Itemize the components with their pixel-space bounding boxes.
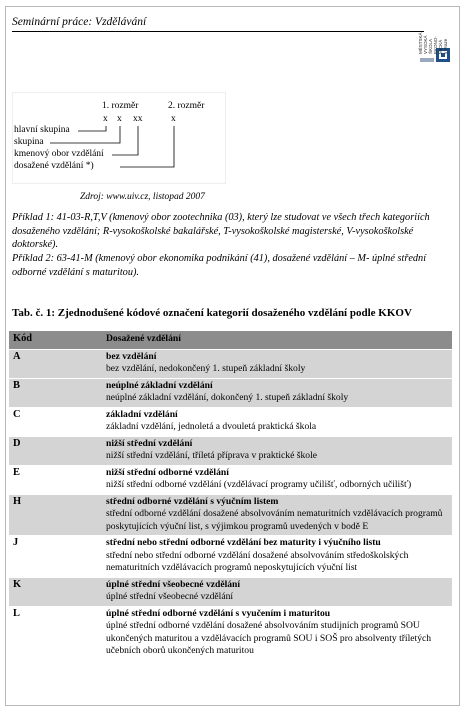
row-level-name: nižší střední vzdělání: [106, 437, 193, 449]
row-content: [102, 606, 452, 660]
header-education: Dosažené vzdělání: [102, 331, 452, 349]
label-achieved-education: dosažené vzdělání *): [14, 161, 94, 171]
row-description: nižší střední vzdělání, tříletá příprava v praktické škole: [106, 450, 317, 461]
row-level-name: neúplné základní vzdělání: [106, 379, 213, 391]
row-content: [102, 407, 452, 436]
pattern-xx: xx: [133, 114, 143, 124]
table-row: [9, 465, 452, 494]
pattern-x3: x: [171, 114, 176, 124]
logo-line: MICKÁ: [438, 39, 443, 54]
page-header-title: Seminární práce: Vzdělávání: [12, 16, 147, 28]
table-row: [9, 378, 452, 407]
logo-line: VYSOKÁ: [423, 35, 428, 54]
pattern-x2: x: [117, 114, 122, 124]
row-code: A: [9, 349, 102, 378]
table-row: [9, 407, 452, 436]
example-2: Příklad 2: 63-41-M (kmenový obor ekonomika podnikání (41), dosažené vzdělání – M- úplné střední odborné vzdělání s maturitou).: [12, 253, 427, 278]
row-content: [102, 378, 452, 407]
row-level-name: střední odborné vzdělání s výučním listem: [106, 495, 279, 507]
row-code: K: [9, 577, 102, 606]
row-code: E: [9, 465, 102, 494]
table-caption: Tab. č. 1: Zjednodušené kódové označení kategorií dosaženého vzdělání podle KKOV: [12, 307, 412, 319]
table-row: [9, 606, 452, 660]
row-code: C: [9, 407, 102, 436]
row-description: bez vzdělání, nedokončený 1. stupeň základní školy: [106, 363, 306, 374]
row-level-name: bez vzdělání: [106, 350, 157, 362]
example-1: Příklad 1: 41-03-R,T,V (kmenový obor zootechnika (03), který lze studovat ve všech třech kategoriích dosaženého vzdělání; R-vysokoškolské bakalářské, T-vysokoškolské magisterské, V-vysokoškolské doktorské).: [12, 212, 430, 251]
header-code: Kód: [9, 331, 102, 349]
label-core-field: kmenový obor vzdělání: [14, 149, 104, 159]
row-code: D: [9, 436, 102, 465]
row-level-name: nižší střední odborné vzdělání: [106, 466, 229, 478]
table-row: [9, 436, 452, 465]
pattern-x1: x: [103, 114, 108, 124]
row-description: střední nebo střední odborné vzdělání dosažené absolvováním středoškolských nematuritních vzdělávacích programů neposkytujících výuční list: [106, 549, 409, 573]
row-description: neúplné základní vzdělání, dokončený 1. stupeň základní školy: [106, 392, 349, 403]
row-level-name: úplné střední odborné vzdělání s vyučením i maturitou: [106, 607, 331, 619]
table-row: [9, 494, 452, 536]
row-level-name: základní vzdělání: [106, 408, 178, 420]
code-structure-diagram: [0, 0, 468, 200]
logo-line: v Praze: [443, 38, 448, 54]
row-level-name: úplné střední všeobecné vzdělání: [106, 578, 241, 590]
row-description: úplné střední odborné vzdělání dosažené absolvováním studijních programů SOU ukončených maturitou a vzdělávacích programů SOU i SOŠ pro absolventy tříletých učebních oborů ukončených maturitou: [106, 620, 432, 656]
row-code: J: [9, 536, 102, 578]
dimension-1-label: 1. rozměr: [102, 101, 139, 111]
table-row: [9, 349, 452, 378]
row-content: [102, 436, 452, 465]
table-row: [9, 536, 452, 578]
table-header-row: [9, 331, 452, 349]
row-content: [102, 494, 452, 536]
row-code: H: [9, 494, 102, 536]
row-description: střední odborné vzdělání dosažené absolvováním nematuritních vzdělávacích programů poskytujících výuční list, s výjimkou programů uvedených v bodě E: [106, 508, 443, 532]
row-code: L: [9, 606, 102, 660]
row-content: [102, 577, 452, 606]
table-row: [9, 577, 452, 606]
logo-line: ŠKOLA: [428, 38, 433, 54]
source-note: Zdroj: www.uiv.cz, listopad 2007: [80, 192, 205, 202]
label-main-group: hlavní skupina: [14, 125, 70, 135]
row-description: základní vzdělání, jednoletá a dvouletá praktická škola: [106, 421, 317, 432]
row-content: [102, 349, 452, 378]
row-content: [102, 536, 452, 578]
logo-line: MĚSTSKÁ: [418, 32, 423, 54]
row-description: nižší střední odborné vzdělání (vzdělávací programy učilišť, odborných učilišť): [106, 479, 412, 490]
dimension-2-label: 2. rozměr: [168, 101, 205, 111]
label-group: skupina: [14, 137, 44, 147]
row-level-name: střední nebo střední odborné vzdělání bez maturity i výučního listu: [106, 537, 381, 548]
row-code: B: [9, 378, 102, 407]
logo-line: EKONO-: [433, 36, 438, 54]
row-content: [102, 465, 452, 494]
row-description: úplné střední všeobecné vzdělání: [106, 591, 234, 602]
education-codes-table: [9, 331, 452, 661]
